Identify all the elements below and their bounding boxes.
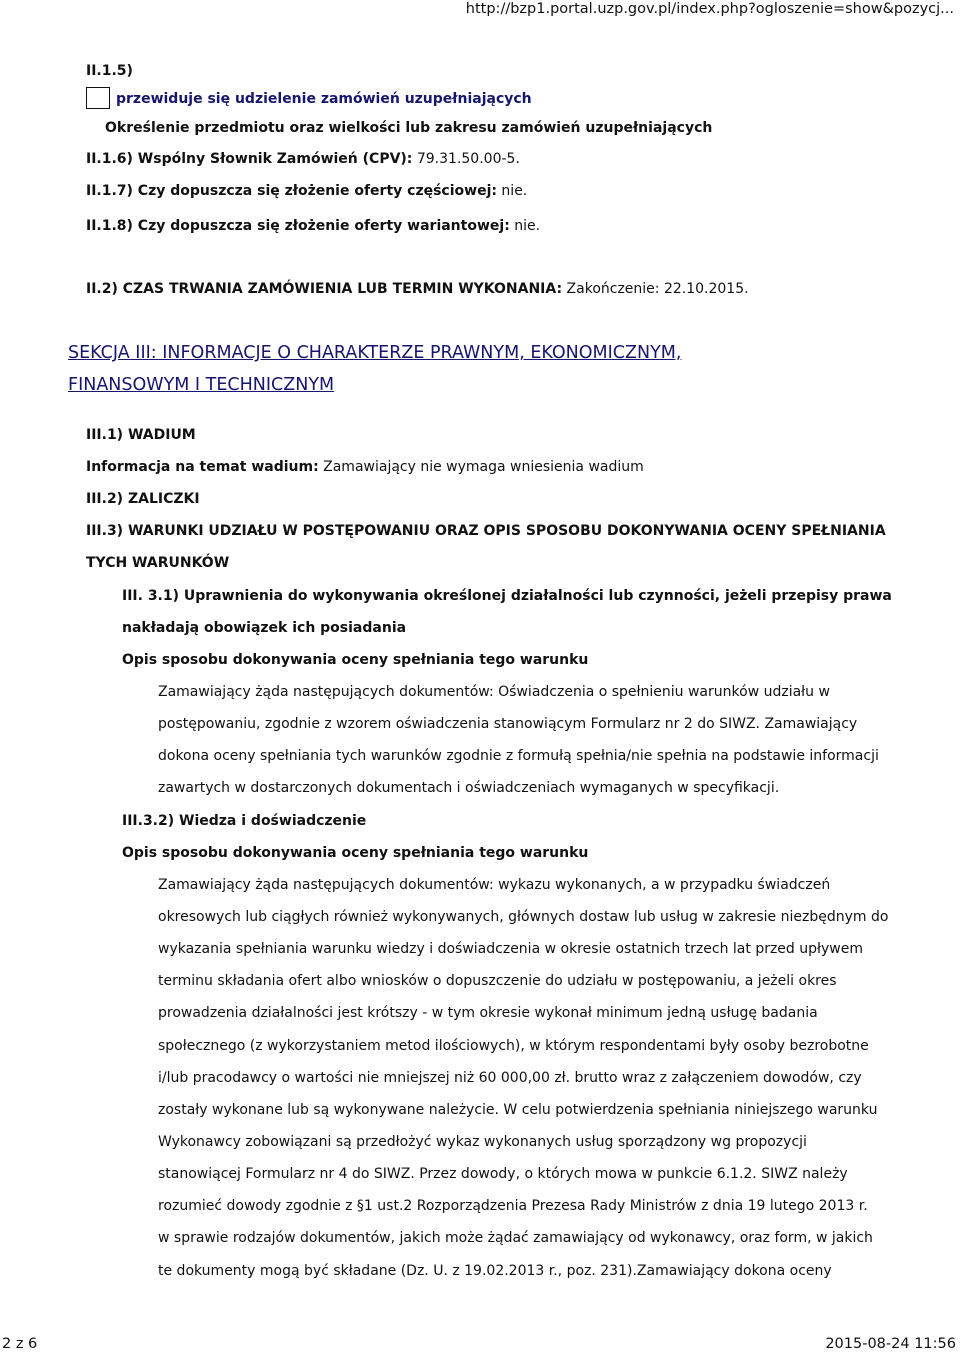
partial-offer-value: nie. [496,183,528,199]
partial-offer-label: II.1.7) Czy dopuszcza się złożenie oferty częściowej: [86,183,497,199]
warunki-heading-line2: TYCH WARUNKÓW [86,555,230,571]
variant-offer-value: nie. [509,218,541,234]
wiedza-text-line: prowadzenia działalności jest krótszy - w tym okresie wykonał minimum jedną usługę badania [158,1005,818,1021]
section-number-ii-1-5: II.1.5) [86,63,133,79]
wiedza-text-line: okresowych lub ciągłych również wykonywanych, głównych dostaw lub usług w zakresie niezbędnym do [158,909,889,925]
variant-offer-row [86,219,540,233]
wadium-heading: III.1) WADIUM [86,427,196,443]
wiedza-text-line: terminu składania ofert albo wniosków o dopuszczenie do udziału w postępowaniu, a jeżeli okres [158,973,837,989]
zaliczki-heading: III.2) ZALICZKI [86,491,200,507]
wiedza-text-line: stanowiącej Formularz nr 4 do SIWZ. Przez dowody, o których mowa w punkcie 6.1.2. SIWZ należy [158,1166,848,1182]
section-iii-title-line2[interactable]: FINANSOWYM I TECHNICZNYM [68,375,335,395]
variant-offer-label: II.1.8) Czy dopuszcza się złożenie oferty wariantowej: [86,218,510,234]
cpv-label: II.1.6) Wspólny Słownik Zamówień (CPV): [86,151,413,167]
uprawnienia-title-line2: nakładają obowiązek ich posiadania [122,620,407,636]
cpv-row [86,152,520,166]
wadium-info-label: Informacja na temat wadium: [86,459,319,475]
uprawnienia-text-line: Zamawiający żąda następujących dokumentów: Oświadczenia o spełnieniu warunków udziału w [158,684,830,700]
uprawnienia-text-line: dokona oceny spełniania tych warunków zgodnie z formułą spełnia/nie spełnia na podstawie informacji [158,748,879,764]
duration-label: II.2) CZAS TRWANIA ZAMÓWIENIA LUB TERMIN WYKONANIA: [86,281,563,297]
uprawnienia-text-line: postępowaniu, zgodnie z wzorem oświadczenia stanowiącym Formularz nr 2 do SIWZ. Zamawiający [158,716,858,732]
wiedza-text-line: społecznego (z wykorzystaniem metod ilościowych), w którym respondentami były osoby bezrobotne [158,1038,869,1054]
uprawnienia-text-line: zawartych w dostarczonych dokumentach i oświadczeniach wymaganych w specyfikacji. [158,780,780,796]
wiedza-title: III.3.2) Wiedza i doświadczenie [122,813,367,829]
cpv-value: 79.31.50.00-5. [412,151,520,167]
uprawnienia-opis-label: Opis sposobu dokonywania oceny spełniania tego warunku [122,652,589,668]
desc-label: Określenie przedmiotu oraz wielkości lub zakresu zamówień uzupełniających [105,120,713,136]
checkbox-label: przewiduje się udzielenie zamówień uzupełniających [116,91,532,107]
warunki-heading-line1: III.3) WARUNKI UDZIAŁU W POSTĘPOWANIU ORAZ OPIS SPOSOBU DOKONYWANIA OCENY SPEŁNIANIA [86,523,886,539]
wiedza-text-line: wykazania spełniania warunku wiedzy i doświadczenia w okresie ostatnich trzech lat przed upływem [158,941,863,957]
checkbox-zamowienia-uzupelniajace[interactable] [86,87,110,109]
wiedza-opis-label: Opis sposobu dokonywania oceny spełniania tego warunku [122,845,589,861]
wiedza-text-line: Wykonawcy zobowiązani są przedłożyć wykaz wykonanych usług sporządzony wg propozycji [158,1134,807,1150]
section-iii-title-line1[interactable]: SEKCJA III: INFORMACJE O CHARAKTERZE PRAWNYM, EKONOMICZNYM, [68,343,682,363]
wiedza-text-line: i/lub pracodawcy o wartości nie mniejszej niż 60 000,00 zł. brutto wraz z załączeniem dowodów, czy [158,1070,862,1086]
wiedza-text-line: zostały wykonane lub są wykonywane należycie. W celu potwierdzenia spełniania niniejszego warunku [158,1102,878,1118]
wiedza-text-line: Zamawiający żąda następujących dokumentów: wykazu wykonanych, a w przypadku świadczeń [158,877,831,893]
page-url: http://bzp1.portal.uzp.gov.pl/index.php?ogloszenie=show&pozycj... [465,1,954,17]
duration-row [86,282,749,296]
wadium-info-value: Zamawiający nie wymaga wniesienia wadium [318,459,644,475]
wiedza-text-line: te dokumenty mogą być składane (Dz. U. z 19.02.2013 r., poz. 231).Zamawiający dokona oceny [158,1263,832,1279]
wadium-info-row [86,460,644,474]
page-number: 2 z 6 [2,1336,38,1352]
uprawnienia-title-line1: III. 3.1) Uprawnienia do wykonywania określonej działalności lub czynności, jeżeli przepisy prawa [122,588,892,604]
duration-value: Zakończenie: 22.10.2015. [562,281,749,297]
wiedza-text-line: rozumieć dowody zgodnie z §1 ust.2 Rozporządzenia Prezesa Rady Ministrów z dnia 19 lutego 2013 r. [158,1198,868,1214]
partial-offer-row [86,184,527,198]
print-datetime: 2015-08-24 11:56 [825,1336,956,1352]
wiedza-text-line: w sprawie rodzajów dokumentów, jakich może żądać zamawiający od wykonawcy, oraz form, w jakich [158,1230,873,1246]
